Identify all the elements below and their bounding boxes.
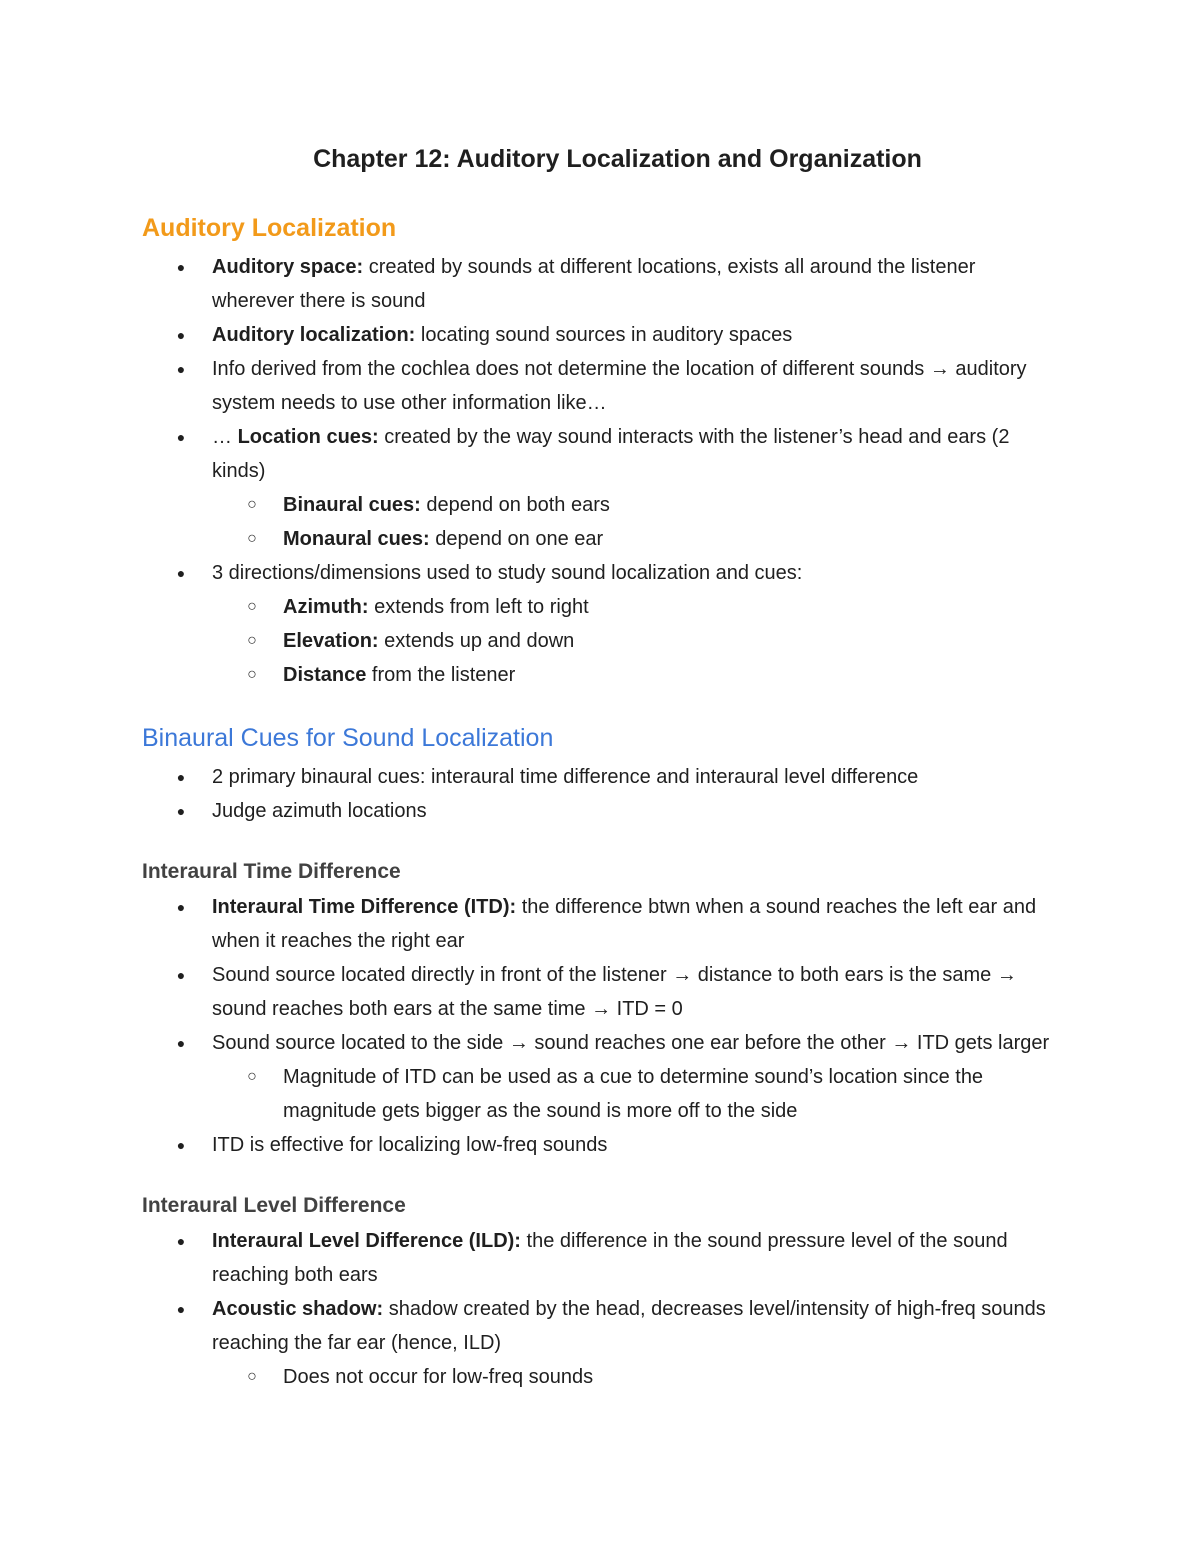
list-item: ● Sound source located to the side → sound reaches one ear before the other → ITD gets larger — [142, 1026, 1062, 1060]
bullet-icon: ● — [176, 1137, 186, 1153]
hollow-bullet-icon: ○ — [247, 666, 257, 683]
hollow-bullet-icon: ○ — [247, 496, 257, 513]
bullet-icon: ● — [176, 803, 186, 819]
bullet-icon: ● — [176, 1301, 186, 1317]
section-heading-ild: Interaural Level Difference — [142, 1194, 406, 1217]
bullet-icon: ● — [176, 565, 186, 581]
sub-list-item: ○ Binaural cues: depend on both ears — [142, 488, 1062, 522]
list-item: ● Interaural Level Difference (ILD): the difference in the sound pressure level of the sound reaching both ears — [142, 1224, 1062, 1292]
list-item: ● Acoustic shadow: shadow created by the head, decreases level/intensity of high-freq sounds reaching the far ear (hence, ILD) — [142, 1292, 1062, 1360]
hollow-bullet-icon: ○ — [247, 632, 257, 649]
page-title: Chapter 12: Auditory Localization and Organization — [313, 145, 922, 173]
sub-list-item: ○ Elevation: extends up and down — [142, 624, 1062, 658]
list-item: ● Auditory localization: locating sound sources in auditory spaces — [142, 318, 1062, 352]
sub-list-item: ○ Magnitude of ITD can be used as a cue to determine sound’s location since the magnitude gets bigger as the sound is more off to the side — [142, 1060, 1062, 1128]
hollow-bullet-icon: ○ — [247, 598, 257, 615]
bullet-icon: ● — [176, 259, 186, 275]
section-heading-itd: Interaural Time Difference — [142, 860, 401, 883]
binaural-cues-list — [142, 760, 1062, 828]
bullet-icon: ● — [176, 1233, 186, 1249]
sub-list-item: ○ Distance from the listener — [142, 658, 1062, 692]
list-item: ● Sound source located directly in front of the listener → distance to both ears is the same → sound reaches both ears at the same time → ITD = 0 — [142, 958, 1062, 1026]
list-item: ● Auditory space: created by sounds at different locations, exists all around the listener wherever there is sound — [142, 250, 1062, 318]
bullet-icon: ● — [176, 967, 186, 983]
bullet-icon: ● — [176, 769, 186, 785]
bullet-icon: ● — [176, 361, 186, 377]
bullet-icon: ● — [176, 1035, 186, 1051]
sub-list-item: ○ Monaural cues: depend on one ear — [142, 522, 1062, 556]
list-item: ● 2 primary binaural cues: interaural time difference and interaural level difference — [142, 760, 1062, 794]
list-item: ● Judge azimuth locations — [142, 794, 1062, 828]
list-item: ● Info derived from the cochlea does not determine the location of different sounds → auditory system needs to use other information like… — [142, 352, 1062, 420]
bullet-icon: ● — [176, 429, 186, 445]
auditory-localization-list — [142, 250, 1062, 692]
document-content — [142, 140, 1062, 1394]
hollow-bullet-icon: ○ — [247, 1068, 257, 1085]
itd-list — [142, 890, 1062, 1162]
bullet-icon: ● — [176, 327, 186, 343]
hollow-bullet-icon: ○ — [247, 530, 257, 547]
sub-list-item: ○ Does not occur for low-freq sounds — [142, 1360, 1062, 1394]
hollow-bullet-icon: ○ — [247, 1368, 257, 1385]
list-item: ● ITD is effective for localizing low-freq sounds — [142, 1128, 1062, 1162]
section-heading-auditory-localization: Auditory Localization — [142, 214, 397, 242]
section-heading-binaural-cues: Binaural Cues for Sound Localization — [142, 724, 554, 752]
bullet-icon: ● — [176, 899, 186, 915]
list-item: ● … Location cues: created by the way sound interacts with the listener’s head and ears (2 kinds) — [142, 420, 1062, 488]
sub-list-item: ○ Azimuth: extends from left to right — [142, 590, 1062, 624]
list-item: ● Interaural Time Difference (ITD): the difference btwn when a sound reaches the left ear and when it reaches the right ear — [142, 890, 1062, 958]
list-item: ● 3 directions/dimensions used to study sound localization and cues: — [142, 556, 1062, 590]
ild-list — [142, 1224, 1062, 1394]
